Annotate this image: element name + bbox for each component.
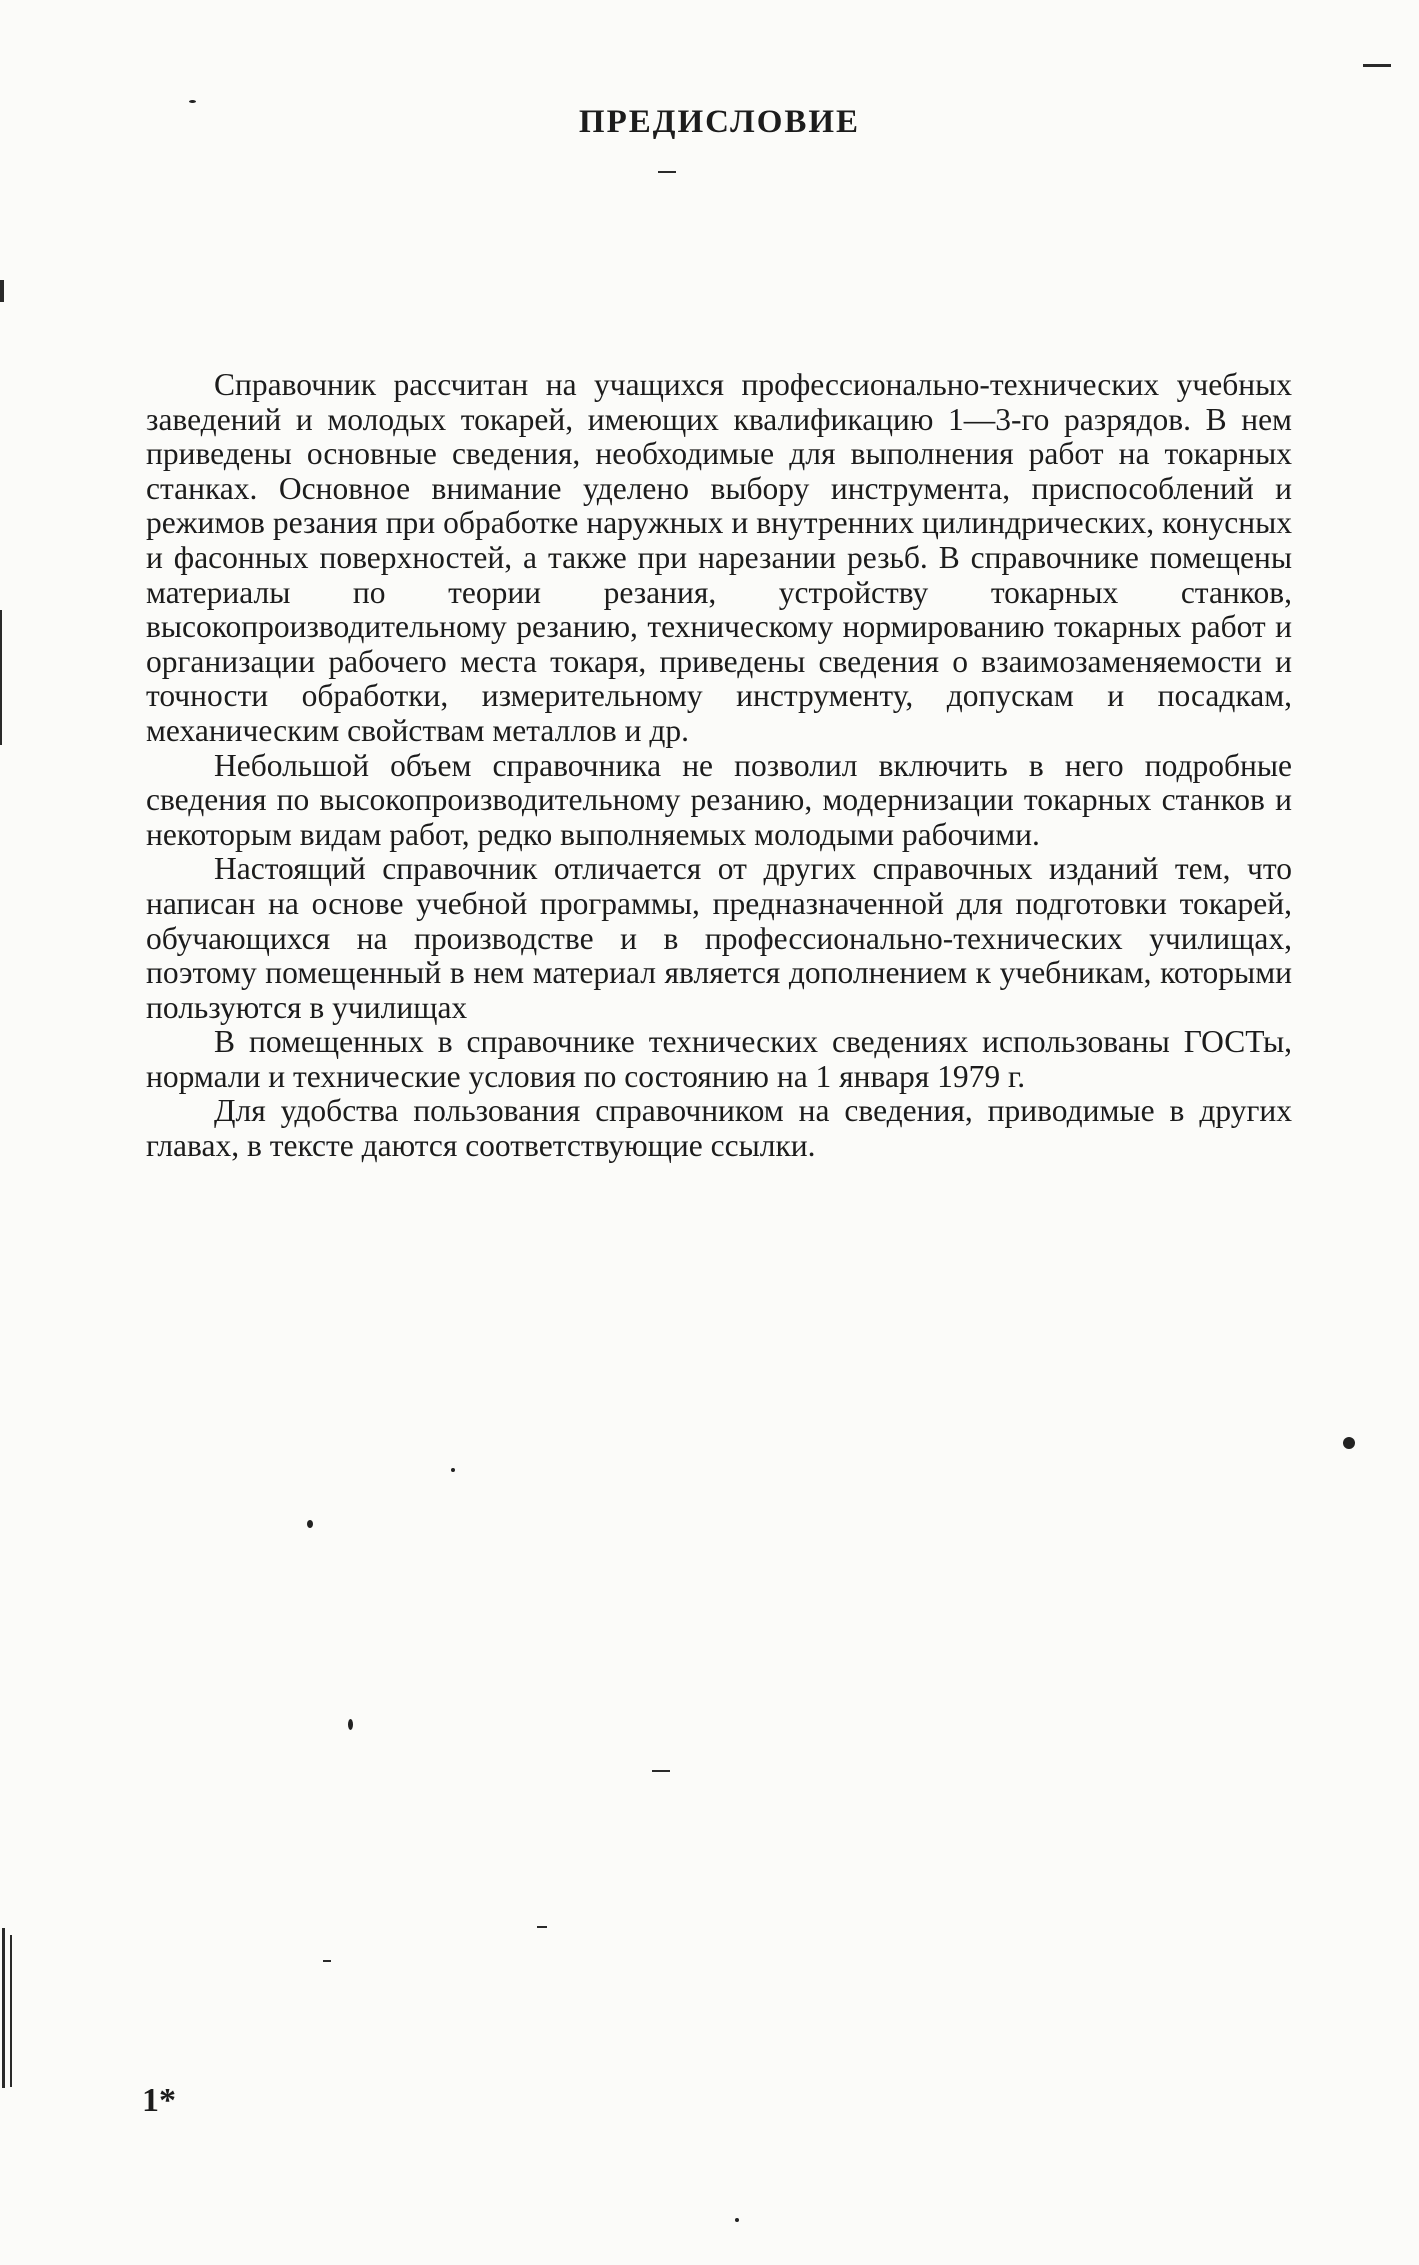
scan-speck [735, 2218, 739, 2222]
paragraph-4: В помещенных в справочнике технических сведениях использованы ГОСТы, нормали и технические условия по состоянию на 1 января 1979 г. [146, 1024, 1292, 1094]
paragraph-1: Справочник рассчитан на учащихся профессионально-технических учебных заведений и молодых токарей, имеющих квалификацию 1—3-го разрядов. В нем приведены основные сведения, необходимые для выполнения работ на токарных станках. Основное внимание уделено выбору инструмента, приспособлений и режимов резания при обработке наружных и внутренних цилиндрических, конусных и фасонных поверхностей, а также при нарезании резьб. В справочнике помещены материалы по теории резания, устройству токарных станков, высокопроизводительному резанию, техническому нормированию токарных работ и организации рабочего места токаря, приведены сведения о взаимозаменяемости и точности обработки, измерительному инструменту, допускам и посадкам, механическим свойствам металлов и др. [146, 367, 1292, 748]
body-text [146, 368, 1292, 1164]
paragraph-5: Для удобства пользования справочником на сведения, приводимые в других главах, в тексте даются соответствующие ссылки. [146, 1093, 1292, 1164]
signature-mark: 1* [142, 2082, 176, 2119]
title-dash-mark [658, 171, 676, 173]
scan-speck [1343, 1437, 1355, 1449]
paragraph-3: Настоящий справочник отличается от других справочных изданий тем, что написан на основе учебной программы, предназначенной для подготовки токарей, обучающихся на производстве и в профессионально-технических училищах, поэтому помещенный в нем материал является дополнением к учебникам, которыми пользуются в училищах [146, 851, 1292, 1025]
scan-speck [189, 100, 196, 103]
scan-mark [323, 1960, 331, 1962]
scan-edge [0, 610, 2, 745]
scan-speck [451, 1468, 455, 1472]
scan-speck [307, 1520, 313, 1528]
scan-mark [652, 1770, 670, 1772]
scan-speck [348, 1719, 353, 1730]
scan-edge [0, 280, 4, 302]
scan-edge [10, 1935, 12, 2087]
paragraph-2: Небольшой объем справочника не позволил включить в него подробные сведения по высокопроизводительному резанию, модернизации токарных станков и некоторым видам работ, редко выполняемых молодыми рабочими. [146, 747, 1292, 852]
page-title: ПРЕДИСЛОВИЕ [578, 104, 861, 140]
scan-edge [2, 1928, 5, 2088]
scan-mark [537, 1926, 547, 1928]
scan-mark [1363, 64, 1391, 67]
